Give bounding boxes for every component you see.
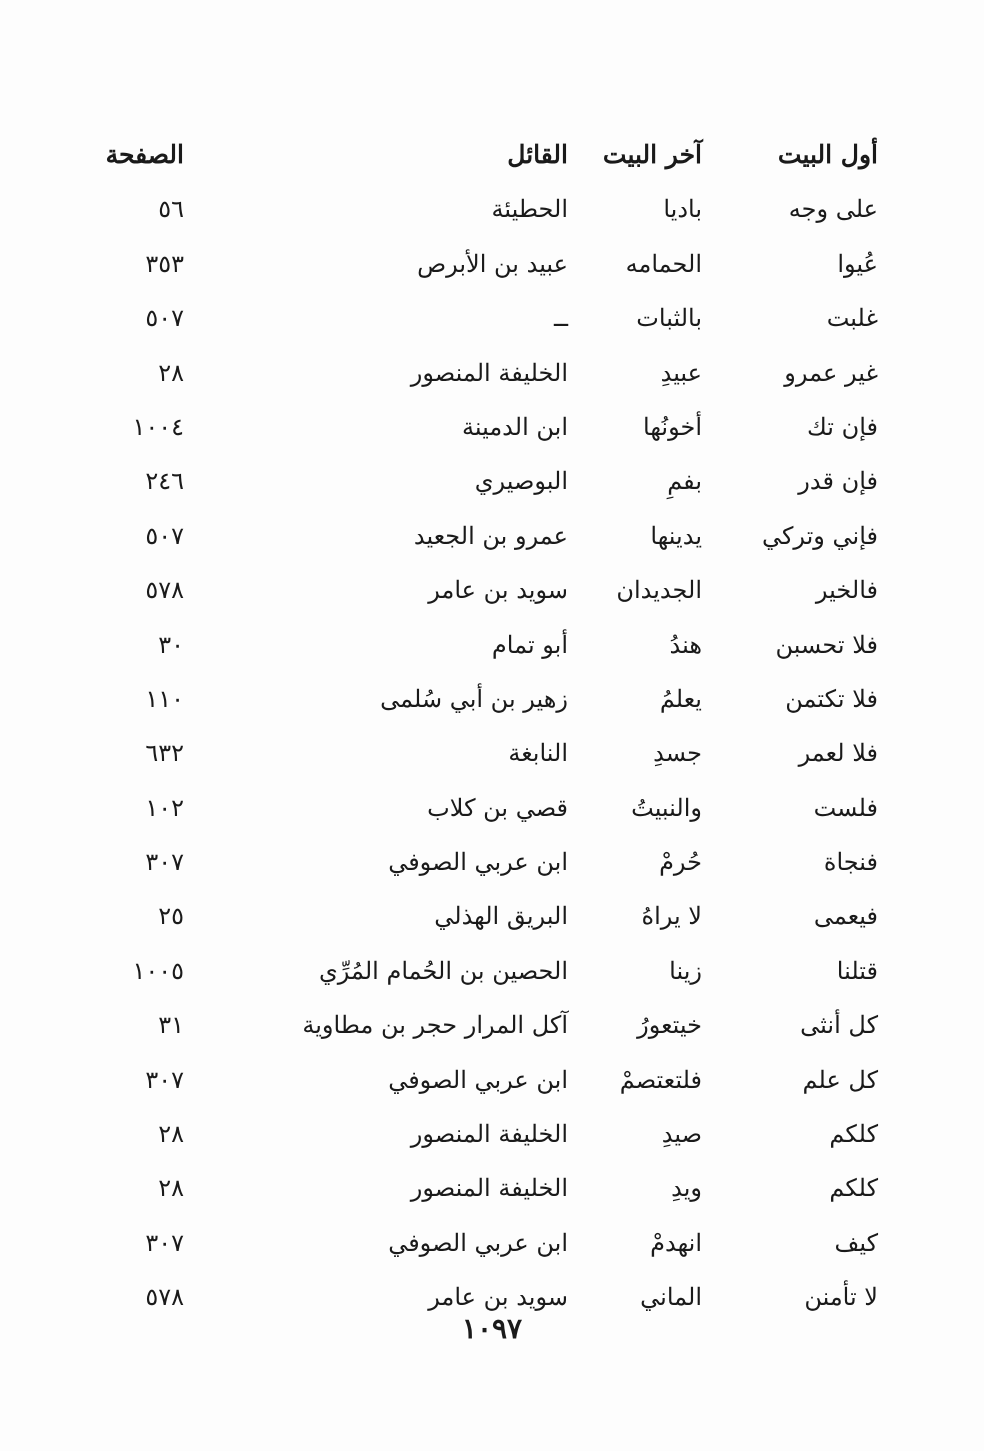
last-verse-cell: فلتعتصمْ xyxy=(619,1065,702,1094)
table-row xyxy=(110,237,890,291)
table-row xyxy=(110,1053,890,1107)
page-number-cell: ١١٠ xyxy=(145,684,184,713)
page-number-cell: ١٠٠٤ xyxy=(132,412,184,441)
last-verse-cell: ويدِ xyxy=(671,1174,702,1203)
page-number-cell: ٢٨ xyxy=(158,1174,184,1203)
poet-cell: ابن عربي الصوفي xyxy=(388,1228,568,1257)
first-verse-cell: فإن قدر xyxy=(798,467,878,496)
poet-cell: الخليفة المنصور xyxy=(410,1174,568,1203)
header-first-verse: أول البيت xyxy=(777,140,878,169)
verse-index-table xyxy=(105,128,890,1325)
page-number-cell: ٣٠٧ xyxy=(145,848,184,877)
table-row xyxy=(110,998,890,1052)
poet-cell: الخليفة المنصور xyxy=(410,1120,568,1149)
poet-cell: ابن عربي الصوفي xyxy=(388,1065,568,1094)
table-row xyxy=(110,509,890,563)
poet-cell: ابن عربي الصوفي xyxy=(388,848,568,877)
first-verse-cell: على وجه xyxy=(788,195,878,224)
poet-cell: الحطيئة xyxy=(491,195,568,224)
page-number-cell: ٥٠٧ xyxy=(145,304,184,333)
page-number-cell: ٥٦ xyxy=(158,195,184,224)
table-row xyxy=(110,618,890,672)
page-number-cell: ٣٠٧ xyxy=(145,1228,184,1257)
first-verse-cell: فلا تحسبن xyxy=(775,630,878,659)
first-verse-cell: فلست xyxy=(813,793,878,822)
header-poet: القائل xyxy=(507,140,568,169)
first-verse-cell: غلبت xyxy=(826,304,878,333)
page-number-cell: ٢٥ xyxy=(158,902,184,931)
page-number-cell: ٣١ xyxy=(158,1011,184,1040)
last-verse-cell: جسدِ xyxy=(653,739,702,768)
header-last-verse: آخر البيت xyxy=(602,140,702,169)
page-number-cell: ٥٧٨ xyxy=(145,576,184,605)
last-verse-cell: بالثبات xyxy=(636,304,702,333)
poet-cell: النابغة xyxy=(508,739,568,768)
last-verse-cell: لا يراهُ xyxy=(641,902,702,931)
page-number-cell: ٣٥٣ xyxy=(145,249,184,278)
last-verse-cell: بفمِ xyxy=(667,467,702,496)
last-verse-cell: هندُ xyxy=(669,630,702,659)
poet-cell: ــ xyxy=(553,304,568,333)
first-verse-cell: كل أنثى xyxy=(800,1011,878,1040)
poet-cell: عمرو بن الجعيد xyxy=(413,521,568,550)
table-row xyxy=(110,726,890,780)
table-row xyxy=(110,346,890,400)
last-verse-cell: حُرمْ xyxy=(659,848,702,877)
last-verse-cell: يدينها xyxy=(650,521,702,550)
poet-cell: ابن الدمينة xyxy=(461,412,568,441)
last-verse-cell: انهدمْ xyxy=(650,1228,702,1257)
last-verse-cell: والنبيتُ xyxy=(631,793,702,822)
last-verse-cell: خيتعورُ xyxy=(637,1011,702,1040)
last-verse-cell: باديا xyxy=(663,195,702,224)
poet-cell: آكل المرار حجر بن مطاوية xyxy=(302,1011,568,1040)
page-number-cell: ٣٠٧ xyxy=(145,1065,184,1094)
last-verse-cell: زينا xyxy=(669,956,702,985)
table-row xyxy=(110,454,890,508)
first-verse-cell: فإني وتركي xyxy=(761,521,878,550)
table-row xyxy=(110,672,890,726)
table-row xyxy=(110,1216,890,1270)
page-folio-number: ١٠٩٧ xyxy=(461,1312,523,1345)
last-verse-cell: الحمامه xyxy=(625,249,702,278)
last-verse-cell: أخونُها xyxy=(643,412,702,441)
poet-cell: قصي بن كلاب xyxy=(427,793,568,822)
poet-cell: زهير بن أبي سُلمى xyxy=(380,684,568,713)
last-verse-cell: صيدِ xyxy=(661,1120,702,1149)
table-row xyxy=(110,563,890,617)
first-verse-cell: فنجاة xyxy=(823,848,878,877)
first-verse-cell: فلا تكتمن xyxy=(785,684,878,713)
table-row xyxy=(110,944,890,998)
first-verse-cell: كلكم xyxy=(829,1174,878,1203)
table-row xyxy=(110,291,890,345)
first-verse-cell: كيف xyxy=(834,1228,878,1257)
poet-cell: أبو تمام xyxy=(491,630,568,659)
table-row xyxy=(110,1107,890,1161)
page-number-cell: ٥٧٨ xyxy=(145,1283,184,1312)
first-verse-cell: فإن تك xyxy=(807,412,878,441)
page-number-cell: ١٠٠٥ xyxy=(132,956,184,985)
page-number-cell: ٥٠٧ xyxy=(145,521,184,550)
first-verse-cell: لا تأمنن xyxy=(804,1283,878,1312)
first-verse-cell: فلا لعمر xyxy=(798,739,878,768)
last-verse-cell: الجديدان xyxy=(616,576,702,605)
last-verse-cell: عبيدِ xyxy=(660,358,702,387)
table-row xyxy=(110,1161,890,1215)
page-number-cell: ١٠٢ xyxy=(145,793,184,822)
first-verse-cell: قتلنا xyxy=(836,956,878,985)
table-header-row xyxy=(105,128,890,182)
first-verse-cell: غير عمرو xyxy=(784,358,878,387)
table-row xyxy=(110,835,890,889)
page-number-cell: ٢٨ xyxy=(158,358,184,387)
first-verse-cell: كل علم xyxy=(802,1065,878,1094)
table-row xyxy=(110,889,890,943)
poet-cell: سويد بن عامر xyxy=(428,576,568,605)
first-verse-cell: فالخير xyxy=(815,576,878,605)
page-number-cell: ٣٠ xyxy=(158,630,184,659)
page-number-cell: ٢٤٦ xyxy=(145,467,184,496)
table-row xyxy=(110,182,890,236)
table-row xyxy=(110,400,890,454)
poet-cell: عبيد بن الأبرص xyxy=(417,249,568,278)
poet-cell: الحصين بن الحُمام المُرِّي xyxy=(318,956,568,985)
first-verse-cell: فيعمى xyxy=(813,902,878,931)
first-verse-cell: كلكم xyxy=(829,1120,878,1149)
header-page: الصفحة xyxy=(105,140,184,169)
table-row xyxy=(110,781,890,835)
poet-cell: الخليفة المنصور xyxy=(410,358,568,387)
last-verse-cell: يعلمُ xyxy=(659,684,702,713)
page-number-cell: ٦٣٢ xyxy=(145,739,184,768)
page-number-cell: ٢٨ xyxy=(158,1120,184,1149)
poet-cell: البوصيري xyxy=(474,467,568,496)
poet-cell: البريق الهذلي xyxy=(434,902,568,931)
poet-cell: سويد بن عامر xyxy=(428,1283,568,1312)
first-verse-cell: عُيوا xyxy=(837,249,878,278)
last-verse-cell: الماني xyxy=(640,1283,702,1312)
